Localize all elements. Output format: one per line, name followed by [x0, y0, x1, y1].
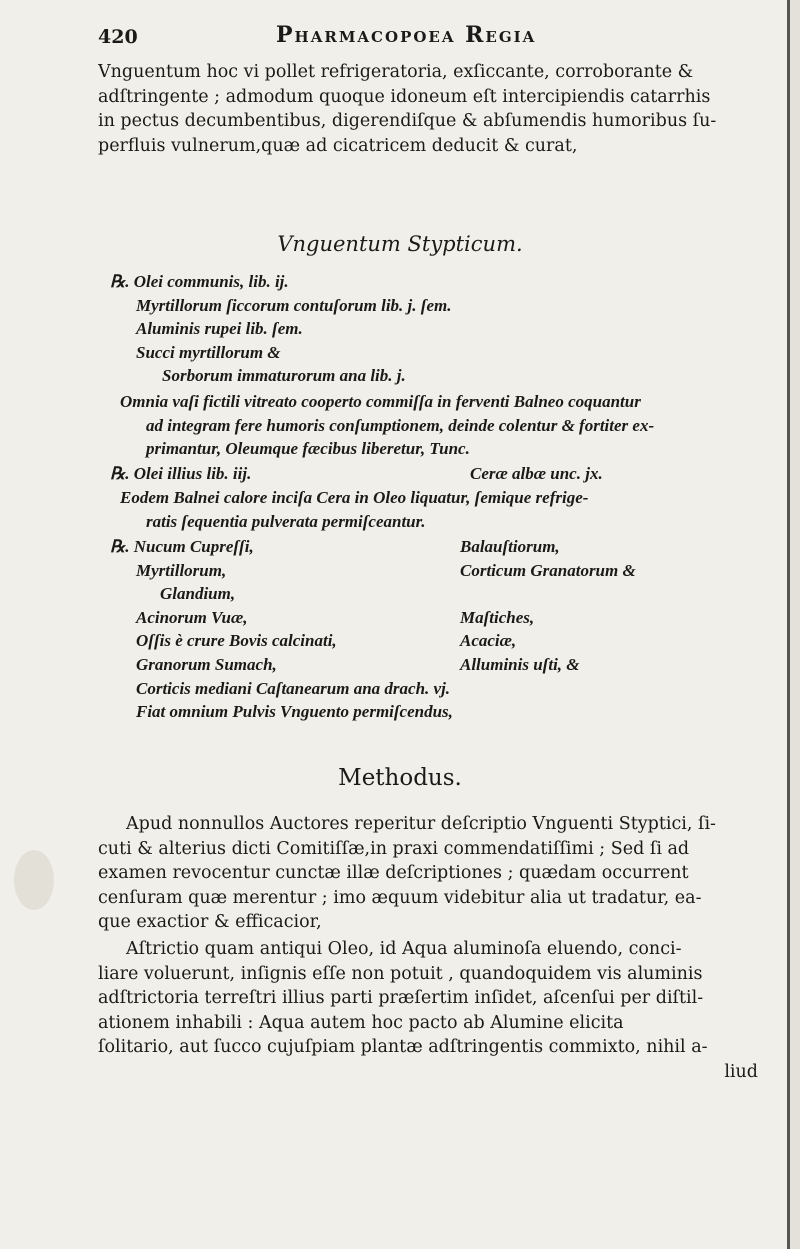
catchword-container [98, 1060, 758, 1085]
methodus-paragraph-2 [98, 937, 760, 1060]
recipe-line: ℞. Olei communis, lib. ij. [110, 272, 289, 291]
recipe-row [110, 559, 770, 583]
recipe-row [110, 462, 770, 486]
instruction-line: Eodem Balnei calore inciſa Cera in Oleo liquatur, ſemique refrige- [120, 488, 589, 507]
recipe-3 [110, 535, 770, 724]
page-header [98, 22, 738, 52]
methodus-heading: Methodus. [338, 765, 462, 791]
running-title: Pharmacopoea Regia [276, 22, 537, 48]
instruction-line: ratis ſequentia pulverata permiſceantur. [146, 511, 426, 531]
recipe-item: Glandium, [160, 584, 236, 604]
recipe-row [110, 653, 770, 677]
text-line: cenſuram quæ merentur ; imo æquum videbitur alia ut tradatur, ea- [98, 887, 702, 908]
recipe-line: Corticis mediani Caſtanearum ana drach. vj. [136, 678, 451, 698]
recipe-item: Myrtillorum, [136, 560, 227, 580]
recipe-item: Granorum Sumach, [136, 654, 277, 674]
text-line: que exactior & efficacior, [98, 912, 322, 932]
text-line: adſtrictoria terreſtri illius parti præſertim inſidet, aſcenſui per diſtil- [98, 988, 704, 1008]
text-line: examen revocentur cunctæ illæ deſcriptiones ; quædam occurrent [98, 863, 689, 883]
recipe-1 [110, 270, 770, 388]
text-line: ſolitario, aut ſucco cujuſpiam plantæ adſtringentis commixto, nihil a- [98, 1037, 708, 1057]
recipe-row [110, 582, 770, 606]
text-line: ationem inhabili : Aqua autem hoc pacto ab Alumine elicita [98, 1012, 624, 1033]
text-line: adſtringente ; admodum quoque idoneum eſt intercipiendis catarrhis [98, 86, 711, 107]
recipe-row [110, 606, 770, 630]
recipe-row [110, 535, 770, 559]
recipe-item: Balauſtiorum, [460, 537, 560, 556]
recipe-item: ℞. Olei illius lib. iij. [110, 464, 252, 483]
text-line: Aſtrictio quam antiqui Oleo, id Aqua aluminoſa eluendo, conci- [126, 939, 682, 959]
page-edge-shadow [790, 0, 800, 1249]
recipe-item: ℞. Nucum Cupreſſi, [110, 537, 254, 556]
instruction-line: ad integram fere humoris conſumptionem, deinde colentur & fortiter ex- [146, 415, 655, 435]
instruction-1 [120, 390, 780, 461]
recipe-item: Acinorum Vuæ, [136, 607, 248, 627]
recipe-line: Sorborum immaturorum ana lib. j. [162, 366, 406, 386]
recipe-item: Maſtiches, [460, 607, 535, 627]
section-title: Vnguentum Stypticum. [277, 232, 523, 256]
text-line: perfluis vulnerum,quæ ad cicatricem deducit & curat, [98, 135, 578, 156]
recipe-item: Corticum Granatorum & [460, 560, 636, 580]
methodus-paragraph-1 [98, 812, 760, 935]
text-line: liare voluerunt, inſignis eſſe non potuit , quandoquidem vis aluminis [98, 963, 703, 984]
text-line: Apud nonnullos Auctores reperitur deſcriptio Vnguenti Styptici, ſi- [126, 814, 716, 834]
intro-paragraph [98, 60, 760, 158]
recipe-item: Alluminis uſti, & [460, 654, 580, 674]
recipe-item: Oſſis è crure Bovis calcinati, [136, 631, 337, 651]
instruction-line: Omnia vaſi fictili vitreato cooperto commiſſa in ferventi Balneo coquantur [120, 392, 641, 411]
recipe-line: Myrtillorum ſiccorum contuſorum lib. j. ſem. [136, 295, 452, 315]
paper-stain [14, 850, 54, 910]
instruction-2 [120, 486, 780, 533]
recipe-row [110, 629, 770, 653]
instruction-line: primantur, Oleumque fæcibus liberetur, Tunc. [146, 439, 470, 459]
text-line: in pectus decumbentibus, digerendiſque & abſumendis humoribus ſu- [98, 111, 717, 131]
recipe-line: Aluminis rupei lib. ſem. [136, 319, 303, 339]
page-number: 420 [98, 26, 138, 48]
text-line: cuti & alterius dicti Comitiſſæ,in praxi commendatiſſimi ; Sed ſi ad [98, 838, 690, 859]
recipe-item: Acaciæ, [460, 631, 517, 651]
catchword: liud [724, 1062, 758, 1082]
recipe-item: Ceræ albæ unc. jx. [470, 464, 603, 483]
page-edge-line [787, 0, 790, 1249]
recipe-2 [110, 462, 770, 486]
text-line: Vnguentum hoc vi pollet refrigeratoria, exſiccante, corroborante & [98, 62, 694, 82]
recipe-line: Succi myrtillorum & [136, 342, 281, 362]
recipe-line: Fiat omnium Pulvis Vnguento permiſcendus, [136, 702, 453, 722]
